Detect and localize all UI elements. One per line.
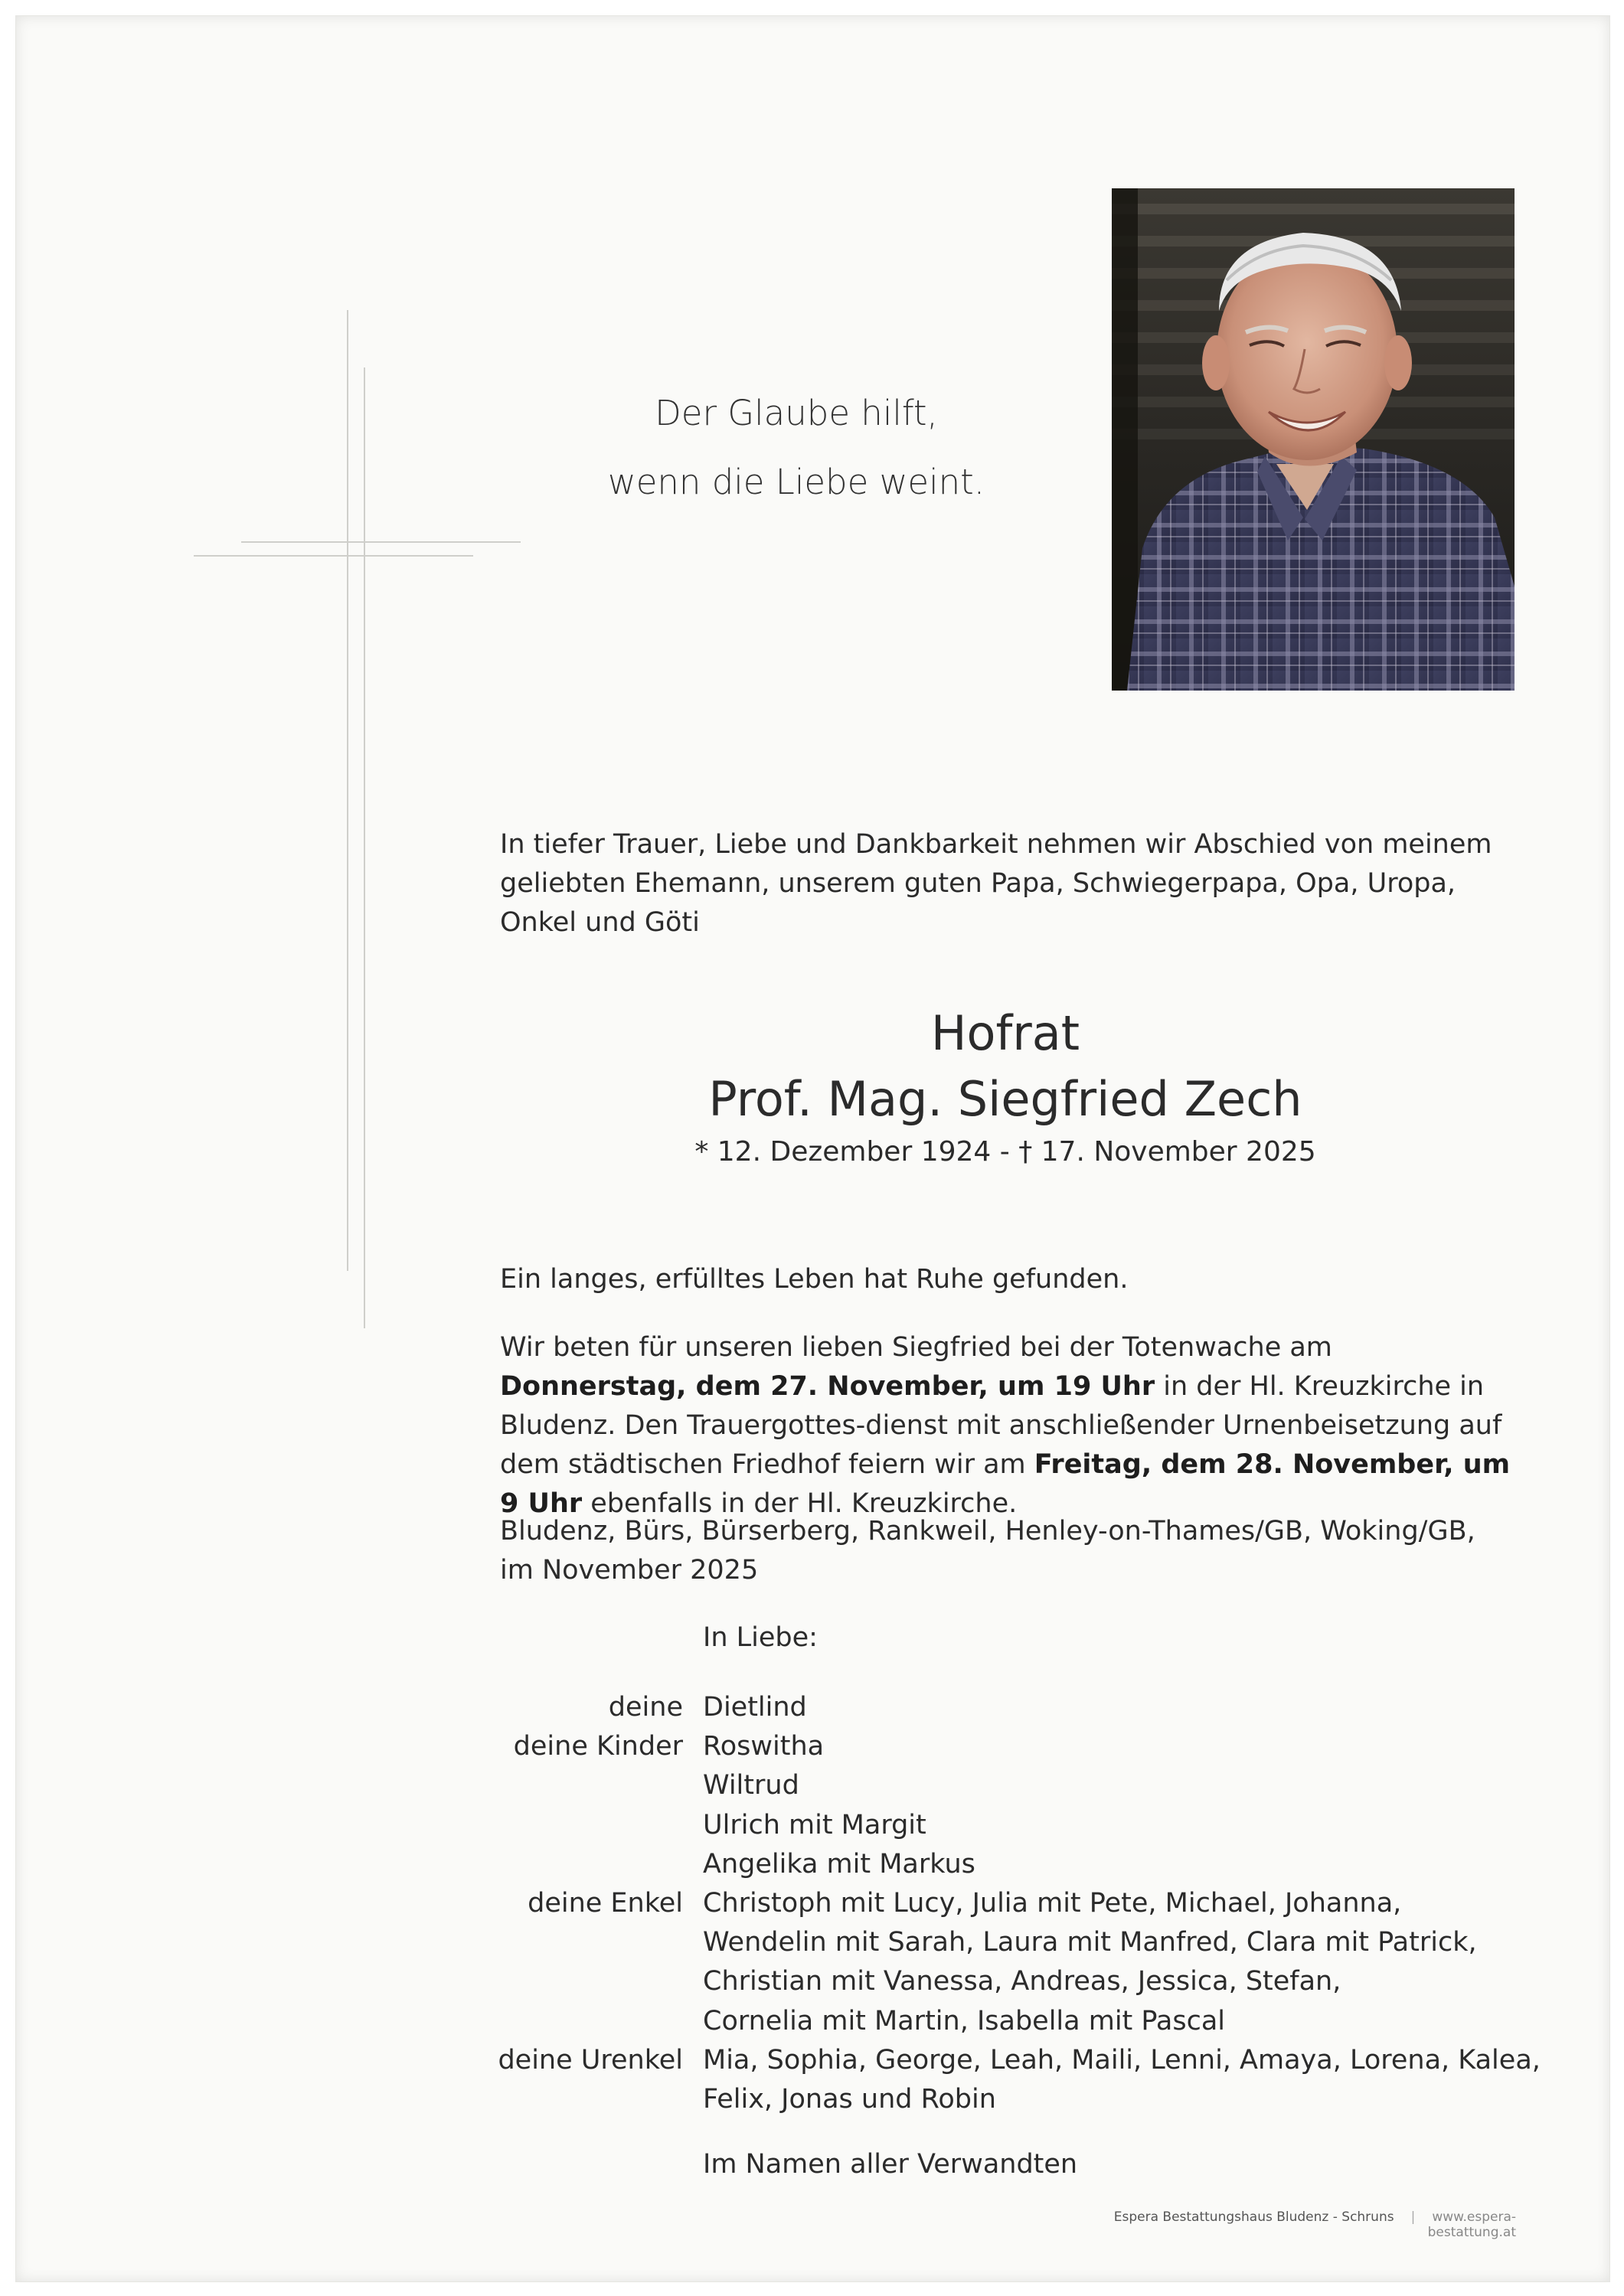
deceased-name: Prof. Mag. Siegfried Zech: [708, 1071, 1302, 1127]
closing-line: Im Namen aller Verwandten: [703, 2149, 1078, 2180]
family-relation: deine Urenkel: [498, 2044, 683, 2076]
service-text-1: Wir beten für unseren lieben Siegfried bei der Totenwache am: [500, 1332, 1332, 1363]
family-list: [459, 1688, 1541, 2119]
family-row: [459, 1884, 1531, 2041]
family-names: Cornelia mit Martin, Isabella mit Pascal: [703, 2005, 1226, 2036]
family-row: [459, 1688, 1531, 1727]
intro-text: In tiefer Trauer, Liebe und Dankbarkeit nehmen wir Abschied von meinem geliebten Ehemann, unserem guten Papa, Schwiegerpapa, Opa, Uropa, Onkel und Göti: [500, 829, 1492, 938]
life-statement: Ein langes, erfülltes Leben hat Ruhe gefunden.: [500, 1264, 1129, 1295]
family-row: [459, 1727, 1531, 1884]
portrait-illustration: [1112, 188, 1515, 691]
wake-datetime: Donnerstag, dem 27. November, um 19 Uhr: [500, 1371, 1155, 1402]
motto: [551, 379, 1041, 517]
family-relation: deine: [608, 1692, 683, 1723]
footer-separator: |: [1410, 2209, 1416, 2225]
footer: [1026, 2209, 1516, 2240]
family-names: Dietlind: [703, 1692, 807, 1723]
motto-line-1: Der Glaube hilft,: [655, 393, 938, 433]
family-row: [459, 2041, 1541, 2119]
footer-company: Espera Bestattungshaus Bludenz - Schruns: [1113, 2209, 1394, 2225]
place-line: Bludenz, Bürs, Bürserberg, Rankweil, Henley-on-Thames/GB, Woking/GB,: [500, 1516, 1475, 1546]
family-names: Wendelin mit Sarah, Laura mit Manfred, Clara mit Patrick,: [703, 1927, 1477, 1958]
family-relation: deine Enkel: [528, 1888, 683, 1919]
deceased-block: [500, 1003, 1511, 1171]
portrait-photo: [1112, 188, 1515, 691]
family-names: Angelika mit Markus: [703, 1848, 975, 1880]
date-line: im November 2025: [500, 1555, 759, 1586]
service-text-2: in der Hl. Kreuzkirche in Bludenz. Den Trauergottes-dienst mit anschließender Urnenbeisetzung auf dem städtischen Friedhof feiern wir am: [500, 1371, 1502, 1480]
family-names: Christoph mit Lucy, Julia mit Pete, Michael, Johanna,: [703, 1888, 1402, 1919]
service-details: [500, 1328, 1511, 1524]
family-relation: deine Kinder: [513, 1731, 683, 1762]
family-names: Mia, Sophia, George, Leah, Maili, Lenni, Amaya, Lorena, Kalea,: [703, 2044, 1541, 2076]
family-names: Christian mit Vanessa, Andreas, Jessica, Stefan,: [703, 1966, 1341, 1997]
service-text-3: ebenfalls in der Hl. Kreuzkirche.: [582, 1488, 1018, 1519]
family-names: Roswitha: [703, 1731, 825, 1762]
motto-line-2: wenn die Liebe weint.: [607, 462, 985, 502]
life-dates: * 12. Dezember 1924 - † 17. November 2025: [694, 1136, 1316, 1168]
family-names: Ulrich mit Margit: [703, 1809, 926, 1840]
family-names: Wiltrud: [703, 1770, 799, 1801]
footer-url: www.espera-bestattung.at: [1427, 2209, 1516, 2240]
place-date: [500, 1512, 1511, 1590]
family-names: Felix, Jonas und Robin: [703, 2084, 996, 2115]
honorific: Hofrat: [930, 1005, 1080, 1061]
funeral-datetime: Freitag, dem 28. November, um 9 Uhr: [500, 1449, 1511, 1519]
in-liebe: In Liebe:: [703, 1622, 818, 1653]
